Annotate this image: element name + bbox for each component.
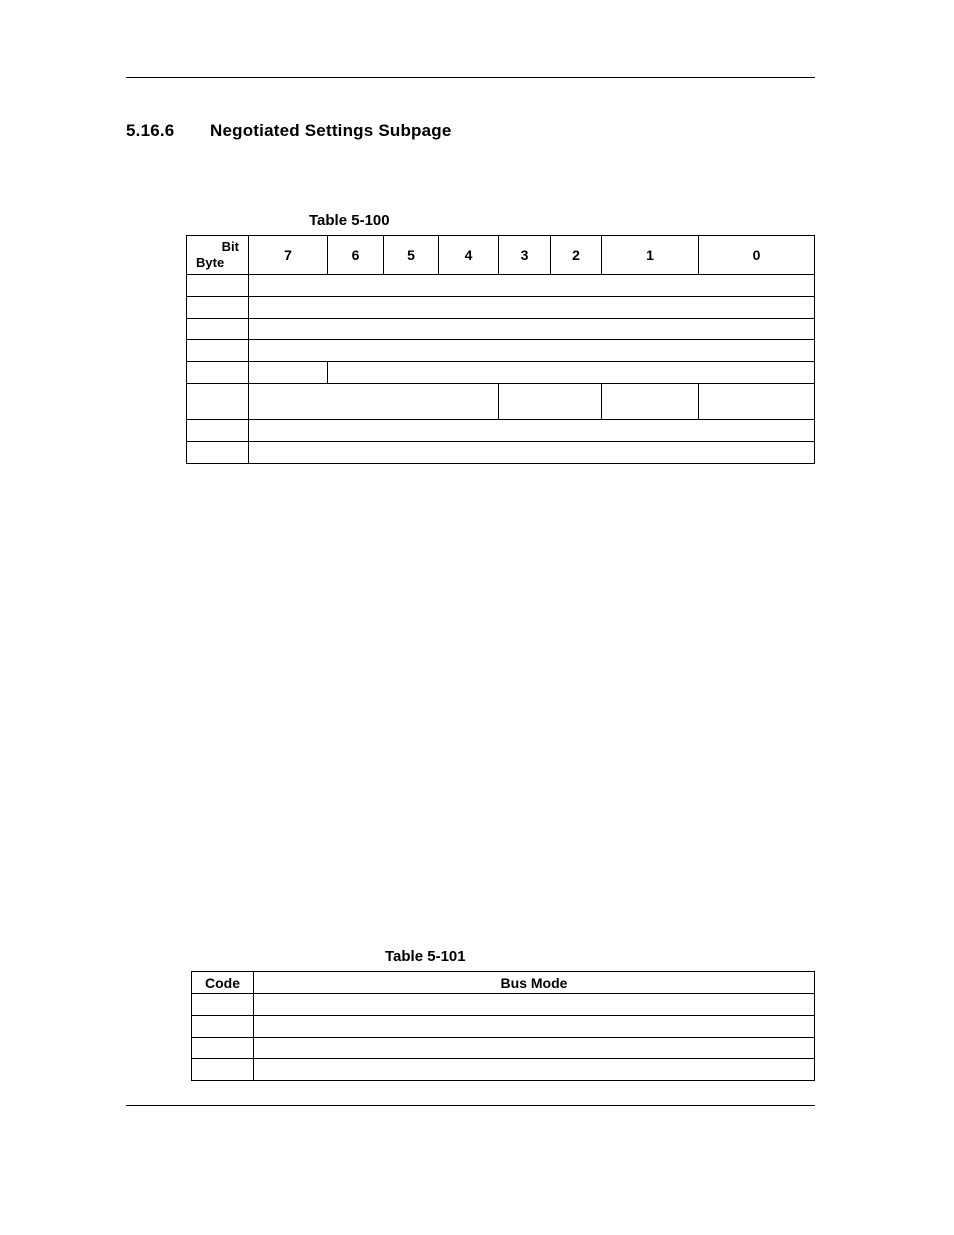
- code-cell: [192, 1016, 254, 1038]
- bit-byte-corner-cell: [187, 236, 249, 275]
- byte-cell: [187, 384, 249, 420]
- bit-label: Bit: [221, 239, 239, 254]
- bit-0-header: 0: [699, 236, 815, 275]
- bit-7-header: 7: [249, 236, 328, 275]
- byte-cell: [187, 297, 249, 319]
- bit-6-header: 6: [328, 236, 384, 275]
- field-cell: [699, 384, 815, 420]
- table-row: [192, 1038, 815, 1059]
- field-cell: [499, 384, 602, 420]
- code-cell: [192, 1038, 254, 1059]
- byte-cell: [187, 442, 249, 464]
- bottom-rule: [126, 1105, 815, 1106]
- field-cell: [249, 442, 815, 464]
- bit-3-header: 3: [499, 236, 551, 275]
- byte-cell: [187, 362, 249, 384]
- field-cell: [602, 384, 699, 420]
- bus-mode-cell: [254, 1016, 815, 1038]
- table-row: [187, 297, 815, 319]
- table-row: [192, 1016, 815, 1038]
- code-cell: [192, 1059, 254, 1081]
- section-heading: [126, 121, 452, 141]
- table-100-caption: Table 5-100: [309, 212, 390, 229]
- section-number: 5.16.6: [126, 121, 175, 140]
- byte-cell: [187, 275, 249, 297]
- field-cell: [249, 384, 499, 420]
- field-cell: [249, 319, 815, 340]
- bit-1-header: 1: [602, 236, 699, 275]
- section-title: Negotiated Settings Subpage: [210, 121, 452, 140]
- table-100-header-row: [187, 236, 815, 275]
- byte-label: Byte: [196, 255, 225, 270]
- bit-5-header: 5: [384, 236, 439, 275]
- byte-cell: [187, 319, 249, 340]
- table-row: [187, 420, 815, 442]
- bus-mode-cell: [254, 994, 815, 1016]
- table-row: [187, 442, 815, 464]
- byte-cell: [187, 420, 249, 442]
- field-cell: [249, 340, 815, 362]
- bus-mode-header: Bus Mode: [254, 972, 815, 994]
- code-header: Code: [192, 972, 254, 994]
- table-row: [187, 275, 815, 297]
- field-cell: [328, 362, 815, 384]
- table-row: [187, 340, 815, 362]
- field-cell: [249, 275, 815, 297]
- table-101: [191, 971, 815, 1081]
- table-row: [192, 994, 815, 1016]
- table-row: [187, 384, 815, 420]
- field-cell: [249, 297, 815, 319]
- bit-4-header: 4: [439, 236, 499, 275]
- bit-2-header: 2: [551, 236, 602, 275]
- code-cell: [192, 994, 254, 1016]
- table-row: [187, 319, 815, 340]
- bus-mode-cell: [254, 1059, 815, 1081]
- top-rule: [126, 77, 815, 78]
- table-101-header-row: [192, 972, 815, 994]
- table-100: [186, 235, 815, 464]
- field-cell: [249, 362, 328, 384]
- table-101-caption: Table 5-101: [385, 948, 466, 965]
- field-cell: [249, 420, 815, 442]
- table-row: [192, 1059, 815, 1081]
- bus-mode-cell: [254, 1038, 815, 1059]
- table-row: [187, 362, 815, 384]
- byte-cell: [187, 340, 249, 362]
